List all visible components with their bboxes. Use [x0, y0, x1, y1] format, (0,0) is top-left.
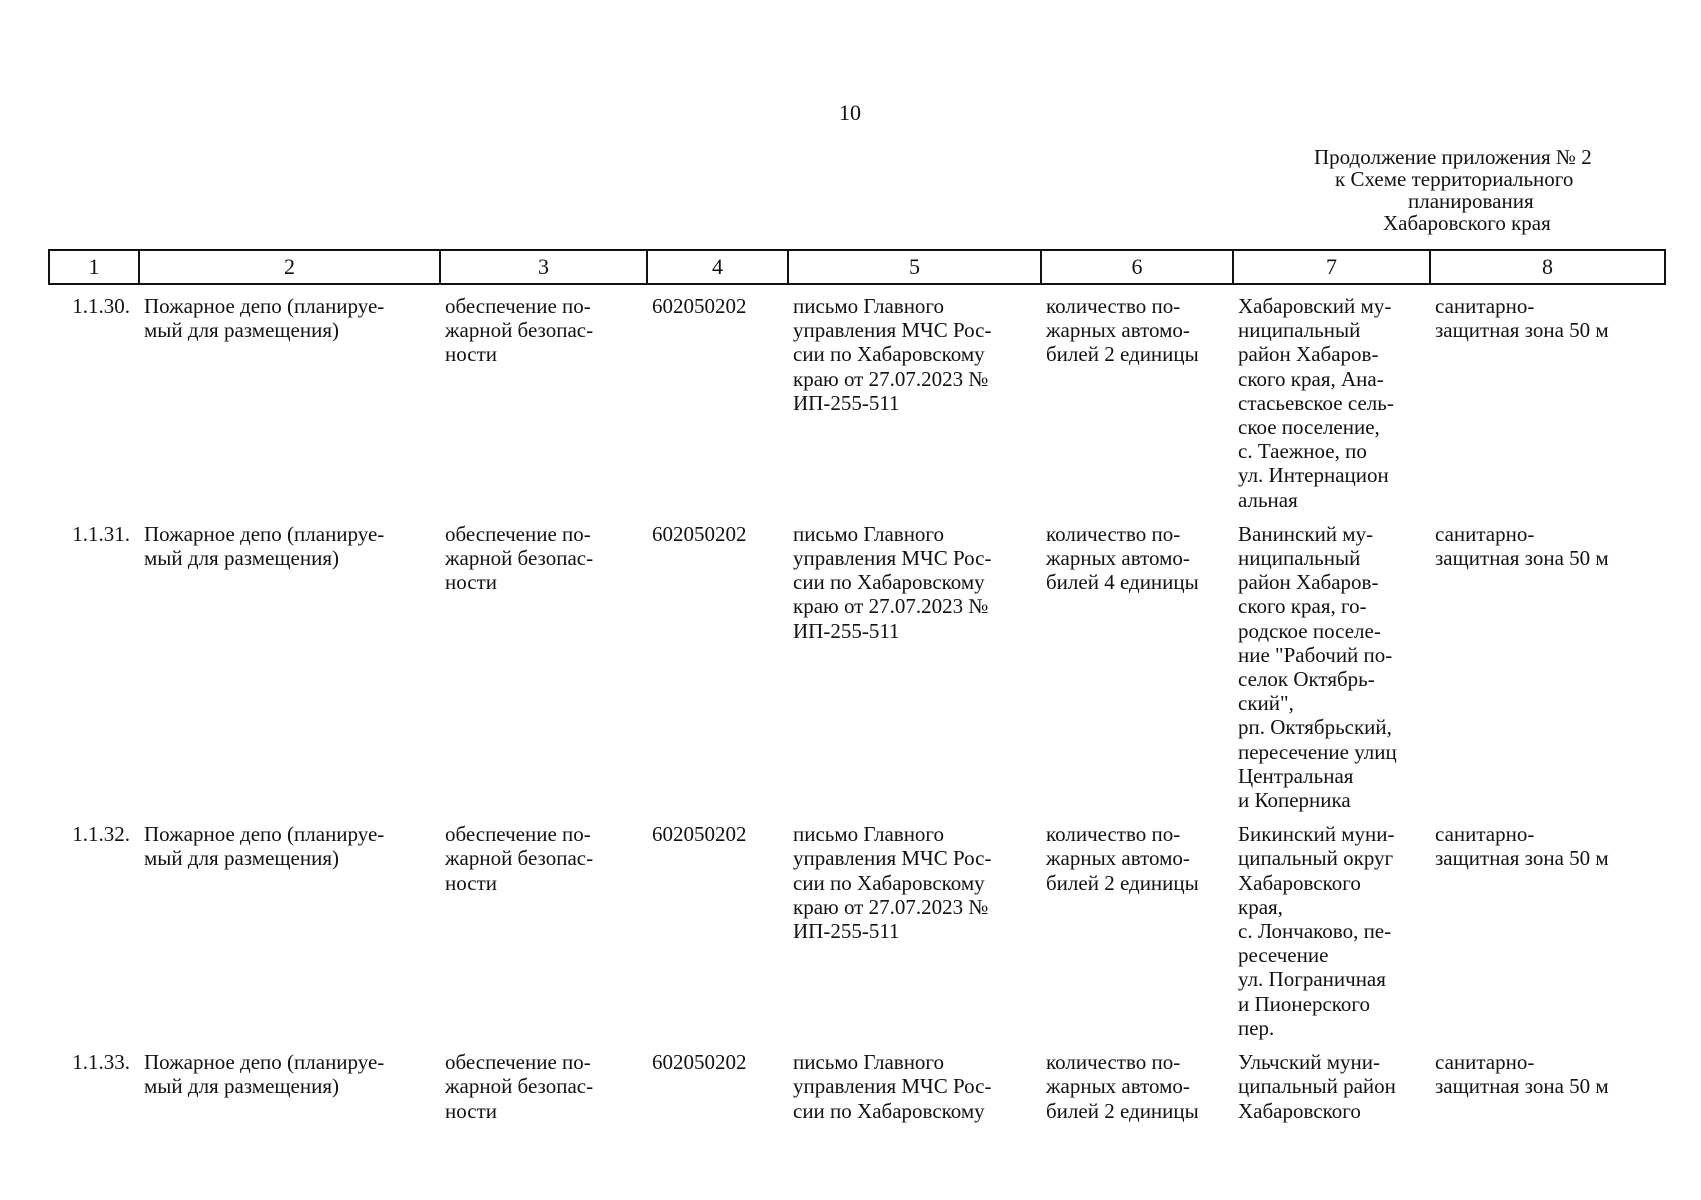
text-line: ности [445, 870, 497, 895]
text-line: защитная зона 50 м [1435, 546, 1609, 571]
text-line: жарной безопас- [445, 318, 594, 343]
column-number: 3 [440, 250, 647, 284]
text-line: район Хабаров- [1238, 570, 1379, 595]
header-row [49, 250, 1665, 284]
text-line: район Хабаров- [1238, 342, 1379, 367]
text-line: обеспечение по- [445, 1050, 591, 1075]
object-location [1232, 294, 1429, 522]
text-line: краю от 27.07.2023 № [793, 894, 989, 919]
text-line: ципальный район [1238, 1074, 1396, 1099]
text-line: ципальный округ [1238, 846, 1394, 871]
object-name [138, 522, 439, 822]
row-number: 1.1.31. [72, 521, 130, 546]
text-line: ности [445, 1098, 497, 1123]
object-code: 602050202 [652, 822, 747, 847]
text-line: управления МЧС Рос- [793, 318, 992, 343]
object-purpose [439, 822, 646, 1050]
object-name [138, 822, 439, 1050]
object-code: 602050202 [652, 1050, 747, 1075]
text-line: защитная зона 50 м [1435, 846, 1609, 871]
text-line: сии по Хабаровскому [793, 570, 985, 595]
text-line: Пожарное депо (планируе- [144, 521, 385, 546]
object-location [1232, 822, 1429, 1050]
text-line: билей 2 единицы [1046, 870, 1199, 895]
text-line: ское поселение, [1238, 415, 1380, 440]
text-line: жарных автомо- [1046, 1074, 1190, 1099]
object-zone [1429, 1050, 1664, 1133]
table-row [48, 294, 1664, 522]
text-line: жарной безопас- [445, 846, 594, 871]
page-number: 10 [839, 100, 861, 125]
text-line: Ванинский му- [1238, 521, 1374, 546]
text-line: ИП-255-511 [793, 919, 900, 944]
column-number: 4 [647, 250, 788, 284]
column-number-header [48, 249, 1666, 285]
object-location [1232, 522, 1429, 822]
text-line: Хабаровского [1238, 870, 1361, 895]
text-line: сии по Хабаровскому [793, 342, 985, 367]
text-line: ский", [1238, 691, 1294, 716]
text-line: жарной безопас- [445, 1074, 594, 1099]
text-line: Бикинский муни- [1238, 822, 1395, 847]
text-line: письмо Главного [793, 521, 945, 546]
text-line: мый для размещения) [144, 546, 340, 571]
text-line: письмо Главного [793, 294, 945, 318]
text-line: Пожарное депо (планируе- [144, 822, 385, 847]
text-line: Пожарное депо (планируе- [144, 294, 385, 318]
text-line: жарных автомо- [1046, 846, 1190, 871]
text-line: мый для размещения) [144, 1074, 340, 1099]
table-row [48, 1050, 1664, 1133]
object-code: 602050202 [652, 294, 747, 318]
text-line: родское поселе- [1238, 618, 1381, 643]
text-line: ИП-255-511 [793, 390, 900, 415]
appendix-note-line: Продолжение приложения № 2 [1314, 145, 1592, 169]
object-code: 602050202 [652, 521, 747, 546]
text-line: Хабаровского [1238, 1098, 1361, 1123]
text-line: количество по- [1046, 294, 1181, 318]
object-basis [787, 1050, 1040, 1133]
object-basis [787, 294, 1040, 522]
text-line: и Коперника [1238, 788, 1351, 813]
object-characteristics [1040, 522, 1232, 822]
text-line: количество по- [1046, 521, 1181, 546]
object-location [1232, 1050, 1429, 1133]
object-zone [1429, 294, 1664, 522]
object-zone [1429, 522, 1664, 822]
text-line: ул. Интернацион [1238, 463, 1389, 488]
text-line: ности [445, 342, 497, 367]
object-characteristics [1040, 294, 1232, 522]
text-line: билей 4 единицы [1046, 570, 1199, 595]
text-line: сии по Хабаровскому [793, 870, 985, 895]
text-line: билей 2 единицы [1046, 1098, 1199, 1123]
text-line: управления МЧС Рос- [793, 846, 992, 871]
object-basis [787, 822, 1040, 1050]
text-line: письмо Главного [793, 1050, 945, 1075]
object-basis [787, 522, 1040, 822]
text-line: ского края, Ана- [1238, 366, 1384, 391]
text-line: ресечение [1238, 943, 1329, 968]
text-line: Ульчский муни- [1238, 1050, 1381, 1075]
text-line: краю от 27.07.2023 № [793, 366, 989, 391]
text-line: управления МЧС Рос- [793, 1074, 992, 1099]
column-number: 8 [1430, 250, 1665, 284]
object-purpose [439, 294, 646, 522]
object-purpose [439, 522, 646, 822]
text-line: защитная зона 50 м [1435, 1074, 1609, 1099]
text-line: билей 2 единицы [1046, 342, 1199, 367]
row-number: 1.1.33. [72, 1050, 130, 1075]
object-name [138, 294, 439, 522]
row-number: 1.1.30. [72, 294, 130, 318]
table-row [48, 522, 1664, 822]
column-number: 2 [139, 250, 440, 284]
text-line: ности [445, 570, 497, 595]
text-line: пер. [1238, 1015, 1275, 1040]
text-line: обеспечение по- [445, 521, 591, 546]
text-line: ИП-255-511 [793, 618, 900, 643]
text-line: жарных автомо- [1046, 318, 1190, 343]
column-number: 6 [1041, 250, 1233, 284]
table-row [48, 822, 1664, 1050]
column-number: 1 [49, 250, 139, 284]
object-zone [1429, 822, 1664, 1050]
text-line: селок Октябрь- [1238, 667, 1375, 692]
text-line: альная [1238, 487, 1298, 512]
text-line: ул. Пограничная [1238, 967, 1386, 992]
text-line: Пожарное депо (планируе- [144, 1050, 385, 1075]
object-name [138, 1050, 439, 1133]
text-line: рп. Октябрьский, [1238, 715, 1392, 740]
text-line: мый для размещения) [144, 318, 340, 343]
text-line: обеспечение по- [445, 822, 591, 847]
object-characteristics [1040, 822, 1232, 1050]
text-line: санитарно- [1435, 294, 1535, 318]
text-line: ниципальный [1238, 318, 1361, 343]
text-line: жарной безопас- [445, 546, 594, 571]
text-line: краю от 27.07.2023 № [793, 594, 989, 619]
text-line: ние "Рабочий по- [1238, 642, 1393, 667]
text-line: и Пионерского [1238, 991, 1370, 1016]
text-line: обеспечение по- [445, 294, 591, 318]
text-line: пересечение улиц [1238, 739, 1397, 764]
text-line: письмо Главного [793, 822, 945, 847]
text-line: с. Лончаково, пе- [1238, 919, 1392, 944]
column-number: 7 [1233, 250, 1430, 284]
objects-table [48, 294, 1664, 1133]
text-line: жарных автомо- [1046, 546, 1190, 571]
text-line: мый для размещения) [144, 846, 340, 871]
text-line: ского края, го- [1238, 594, 1367, 619]
text-line: сии по Хабаровскому [793, 1098, 985, 1123]
text-line: санитарно- [1435, 521, 1535, 546]
row-number: 1.1.32. [72, 822, 130, 847]
text-line: края, [1238, 894, 1283, 919]
text-line: Хабаровский му- [1238, 294, 1392, 318]
text-line: стасьевское сель- [1238, 390, 1394, 415]
text-line: ниципальный [1238, 546, 1361, 571]
text-line: санитарно- [1435, 1050, 1535, 1075]
appendix-note-line: к Схеме территориального [1335, 167, 1574, 191]
appendix-note-line: планирования [1408, 189, 1534, 213]
text-line: санитарно- [1435, 822, 1535, 847]
appendix-note [1300, 146, 1660, 234]
object-purpose [439, 1050, 646, 1133]
object-characteristics [1040, 1050, 1232, 1133]
text-line: количество по- [1046, 822, 1181, 847]
text-line: управления МЧС Рос- [793, 546, 992, 571]
text-line: Центральная [1238, 763, 1354, 788]
appendix-note-line: Хабаровского края [1383, 211, 1551, 235]
text-line: защитная зона 50 м [1435, 318, 1609, 343]
text-line: количество по- [1046, 1050, 1181, 1075]
column-number: 5 [788, 250, 1041, 284]
text-line: с. Таежное, по [1238, 439, 1367, 464]
